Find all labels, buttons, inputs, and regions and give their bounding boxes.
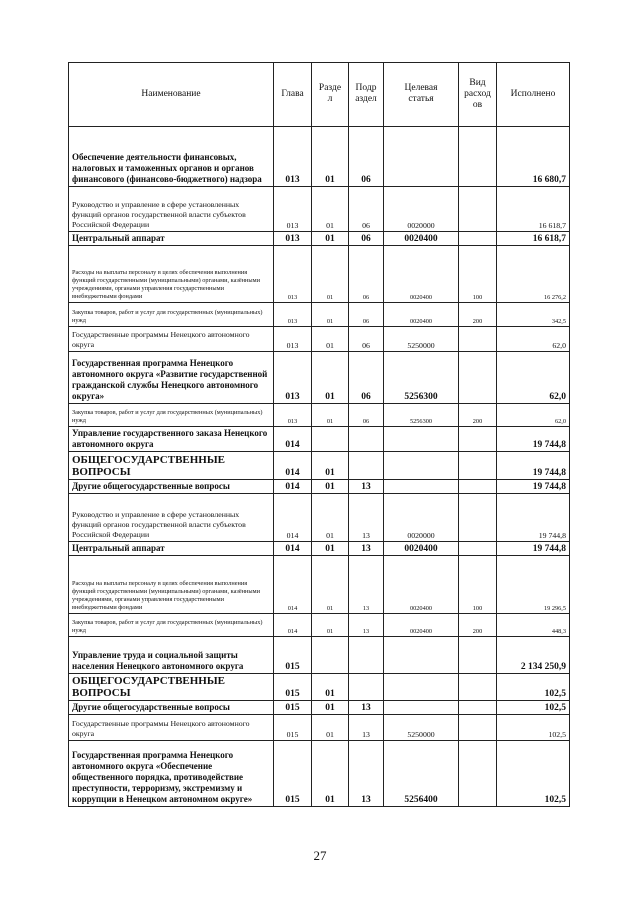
cell-razdel: 01 [312,452,349,480]
cell-vid-rashodov: 100 [459,246,497,303]
cell-podrazdel: 13 [349,542,384,556]
table-row [69,556,570,614]
cell-razdel: 01 [312,701,349,715]
cell-ispolneno: 16 618,7 [497,187,570,232]
cell-razdel: 01 [312,614,349,637]
cell-vid-rashodov [459,494,497,542]
cell-celevaya-statya: 5256300 [384,404,459,427]
cell-razdel: 01 [312,556,349,614]
cell-naimenovanie: Другие общегосударственные вопросы [69,480,274,494]
cell-naimenovanie: Центральный аппарат [69,232,274,246]
cell-celevaya-statya: 5250000 [384,715,459,741]
cell-podrazdel [349,637,384,674]
cell-podrazdel: 13 [349,701,384,715]
cell-podrazdel: 06 [349,404,384,427]
cell-ispolneno: 62,0 [497,327,570,352]
cell-podrazdel: 13 [349,741,384,807]
cell-ispolneno: 102,5 [497,674,570,701]
cell-celevaya-statya: 0020400 [384,232,459,246]
table-row [69,542,570,556]
cell-vid-rashodov [459,701,497,715]
cell-naimenovanie: Государственная программа Ненецкого автономного округа «Обеспечение общественного порядка, противодействие преступности, терроризму, экстремизму и коррупции в Ненецком автономном округе» [69,741,274,807]
cell-vid-rashodov: 200 [459,614,497,637]
cell-razdel: 01 [312,494,349,542]
cell-razdel: 01 [312,542,349,556]
cell-razdel: 01 [312,232,349,246]
cell-naimenovanie: ОБЩЕГОСУДАРСТВЕННЫЕ ВОПРОСЫ [69,452,274,480]
cell-celevaya-statya [384,701,459,715]
table-row [69,674,570,701]
cell-glava: 015 [274,741,312,807]
cell-glava: 013 [274,232,312,246]
cell-ispolneno: 19 296,5 [497,556,570,614]
cell-glava: 013 [274,327,312,352]
cell-podrazdel: 06 [349,246,384,303]
cell-vid-rashodov [459,542,497,556]
cell-naimenovanie: Государственные программы Ненецкого автономного округа [69,715,274,741]
cell-podrazdel: 13 [349,494,384,542]
header-celevaya-statya: Целевая статья [384,63,459,127]
cell-glava: 015 [274,674,312,701]
cell-naimenovanie: Закупка товаров, работ и услуг для государственных (муниципальных) нужд [69,404,274,427]
cell-naimenovanie: Расходы на выплаты персоналу в целях обеспечения выполнения функций государственными (муниципальными) органами, казёнными учреждениями, органами управления государственными внебюджетными фондами [69,246,274,303]
cell-celevaya-statya: 5250000 [384,327,459,352]
cell-celevaya-statya: 0020000 [384,187,459,232]
table-row [69,352,570,404]
cell-razdel: 01 [312,187,349,232]
cell-celevaya-statya [384,427,459,452]
cell-podrazdel: 06 [349,327,384,352]
cell-glava: 014 [274,614,312,637]
cell-glava: 014 [274,427,312,452]
cell-razdel: 01 [312,246,349,303]
cell-glava: 015 [274,637,312,674]
table-body [69,127,570,807]
cell-ispolneno: 102,5 [497,741,570,807]
table-header-row [69,63,570,127]
cell-naimenovanie: Управление труда и социальной защиты населения Ненецкого автономного округа [69,637,274,674]
header-ispolneno: Исполнено [497,63,570,127]
header-razdel: Разде л [312,63,349,127]
cell-celevaya-statya: 0020400 [384,303,459,327]
cell-glava: 013 [274,404,312,427]
cell-naimenovanie: Государственная программа Ненецкого автономного округа «Развитие государственной гражданской службы Ненецкого автономного округа» [69,352,274,404]
table-row [69,246,570,303]
cell-celevaya-statya: 0020400 [384,614,459,637]
cell-ispolneno: 342,5 [497,303,570,327]
cell-vid-rashodov [459,674,497,701]
cell-ispolneno: 19 744,8 [497,427,570,452]
cell-glava: 015 [274,715,312,741]
cell-ispolneno: 102,5 [497,701,570,715]
cell-vid-rashodov: 200 [459,303,497,327]
cell-razdel: 01 [312,327,349,352]
cell-podrazdel: 06 [349,352,384,404]
header-vid-rashodov: Вид расход ов [459,63,497,127]
cell-naimenovanie: Закупка товаров, работ и услуг для государственных (муниципальных) нужд [69,614,274,637]
cell-glava: 013 [274,352,312,404]
cell-podrazdel: 13 [349,614,384,637]
cell-vid-rashodov [459,352,497,404]
cell-celevaya-statya: 0020000 [384,494,459,542]
cell-glava: 013 [274,303,312,327]
cell-glava: 014 [274,556,312,614]
cell-ispolneno: 62,0 [497,352,570,404]
cell-ispolneno: 16 618,7 [497,232,570,246]
cell-glava: 015 [274,701,312,715]
cell-glava: 014 [274,542,312,556]
cell-vid-rashodov [459,452,497,480]
cell-podrazdel: 06 [349,232,384,246]
table-row [69,452,570,480]
cell-ispolneno: 19 744,8 [497,494,570,542]
cell-vid-rashodov: 200 [459,404,497,427]
table-row [69,427,570,452]
cell-ispolneno: 62,0 [497,404,570,427]
cell-celevaya-statya [384,637,459,674]
cell-celevaya-statya [384,452,459,480]
cell-ispolneno: 16 276,2 [497,246,570,303]
cell-podrazdel: 13 [349,556,384,614]
table-row [69,715,570,741]
cell-glava: 014 [274,480,312,494]
cell-podrazdel: 06 [349,187,384,232]
cell-glava: 014 [274,452,312,480]
cell-celevaya-statya: 0020400 [384,542,459,556]
cell-razdel: 01 [312,741,349,807]
cell-naimenovanie: Государственные программы Ненецкого автономного округа [69,327,274,352]
cell-naimenovanie: Руководство и управление в сфере установленных функций органов государственной власти субъектов Российской Федерации [69,187,274,232]
cell-razdel: 01 [312,404,349,427]
table-row [69,404,570,427]
cell-vid-rashodov: 100 [459,556,497,614]
cell-naimenovanie: Расходы на выплаты персоналу в целях обеспечения выполнения функций государственными (муниципальными) органами, казёнными учреждениями, органами управления государственными внебюджетными фондами [69,556,274,614]
cell-naimenovanie: Обеспечение деятельности финансовых, налоговых и таможенных органов и органов финансового (финансово-бюджетного) надзора [69,127,274,187]
cell-celevaya-statya: 5256300 [384,352,459,404]
cell-vid-rashodov [459,232,497,246]
cell-razdel [312,427,349,452]
header-glava: Глава [274,63,312,127]
cell-celevaya-statya [384,480,459,494]
cell-naimenovanie: ОБЩЕГОСУДАРСТВЕННЫЕ ВОПРОСЫ [69,674,274,701]
cell-vid-rashodov [459,127,497,187]
cell-podrazdel [349,427,384,452]
page-number: 27 [313,848,327,863]
cell-vid-rashodov [459,480,497,494]
cell-glava: 013 [274,187,312,232]
table-row [69,614,570,637]
cell-razdel: 01 [312,480,349,494]
cell-podrazdel [349,674,384,701]
cell-naimenovanie: Центральный аппарат [69,542,274,556]
cell-vid-rashodov [459,741,497,807]
cell-celevaya-statya [384,674,459,701]
table-row [69,701,570,715]
cell-celevaya-statya [384,127,459,187]
cell-vid-rashodov [459,715,497,741]
cell-razdel: 01 [312,674,349,701]
cell-naimenovanie: Руководство и управление в сфере установленных функций органов государственной власти субъектов Российской Федерации [69,494,274,542]
cell-podrazdel: 13 [349,480,384,494]
cell-ispolneno: 19 744,8 [497,542,570,556]
cell-razdel: 01 [312,127,349,187]
cell-podrazdel: 13 [349,715,384,741]
cell-vid-rashodov [459,187,497,232]
cell-vid-rashodov [459,637,497,674]
cell-glava: 013 [274,127,312,187]
table-row [69,494,570,542]
budget-table [68,62,570,807]
cell-podrazdel: 06 [349,127,384,187]
table-row [69,637,570,674]
cell-podrazdel: 06 [349,303,384,327]
header-podrazdel: Подр аздел [349,63,384,127]
cell-celevaya-statya: 0020400 [384,246,459,303]
cell-vid-rashodov [459,427,497,452]
cell-ispolneno: 19 744,8 [497,480,570,494]
table-row [69,303,570,327]
cell-razdel: 01 [312,303,349,327]
cell-razdel: 01 [312,352,349,404]
cell-ispolneno: 19 744,8 [497,452,570,480]
cell-celevaya-statya: 5256400 [384,741,459,807]
cell-razdel: 01 [312,715,349,741]
cell-naimenovanie: Закупка товаров, работ и услуг для государственных (муниципальных) нужд [69,303,274,327]
table-row [69,232,570,246]
cell-ispolneno: 448,3 [497,614,570,637]
header-naimenovanie: Наименование [69,63,274,127]
table-row [69,127,570,187]
cell-glava: 014 [274,494,312,542]
cell-podrazdel [349,452,384,480]
cell-naimenovanie: Управление государственного заказа Ненецкого автономного округа [69,427,274,452]
cell-naimenovanie: Другие общегосударственные вопросы [69,701,274,715]
cell-ispolneno: 2 134 250,9 [497,637,570,674]
cell-celevaya-statya: 0020400 [384,556,459,614]
table-row [69,741,570,807]
cell-glava: 013 [274,246,312,303]
table-row [69,187,570,232]
cell-razdel [312,637,349,674]
cell-ispolneno: 102,5 [497,715,570,741]
table-row [69,327,570,352]
table-row [69,480,570,494]
cell-vid-rashodov [459,327,497,352]
cell-ispolneno: 16 680,7 [497,127,570,187]
